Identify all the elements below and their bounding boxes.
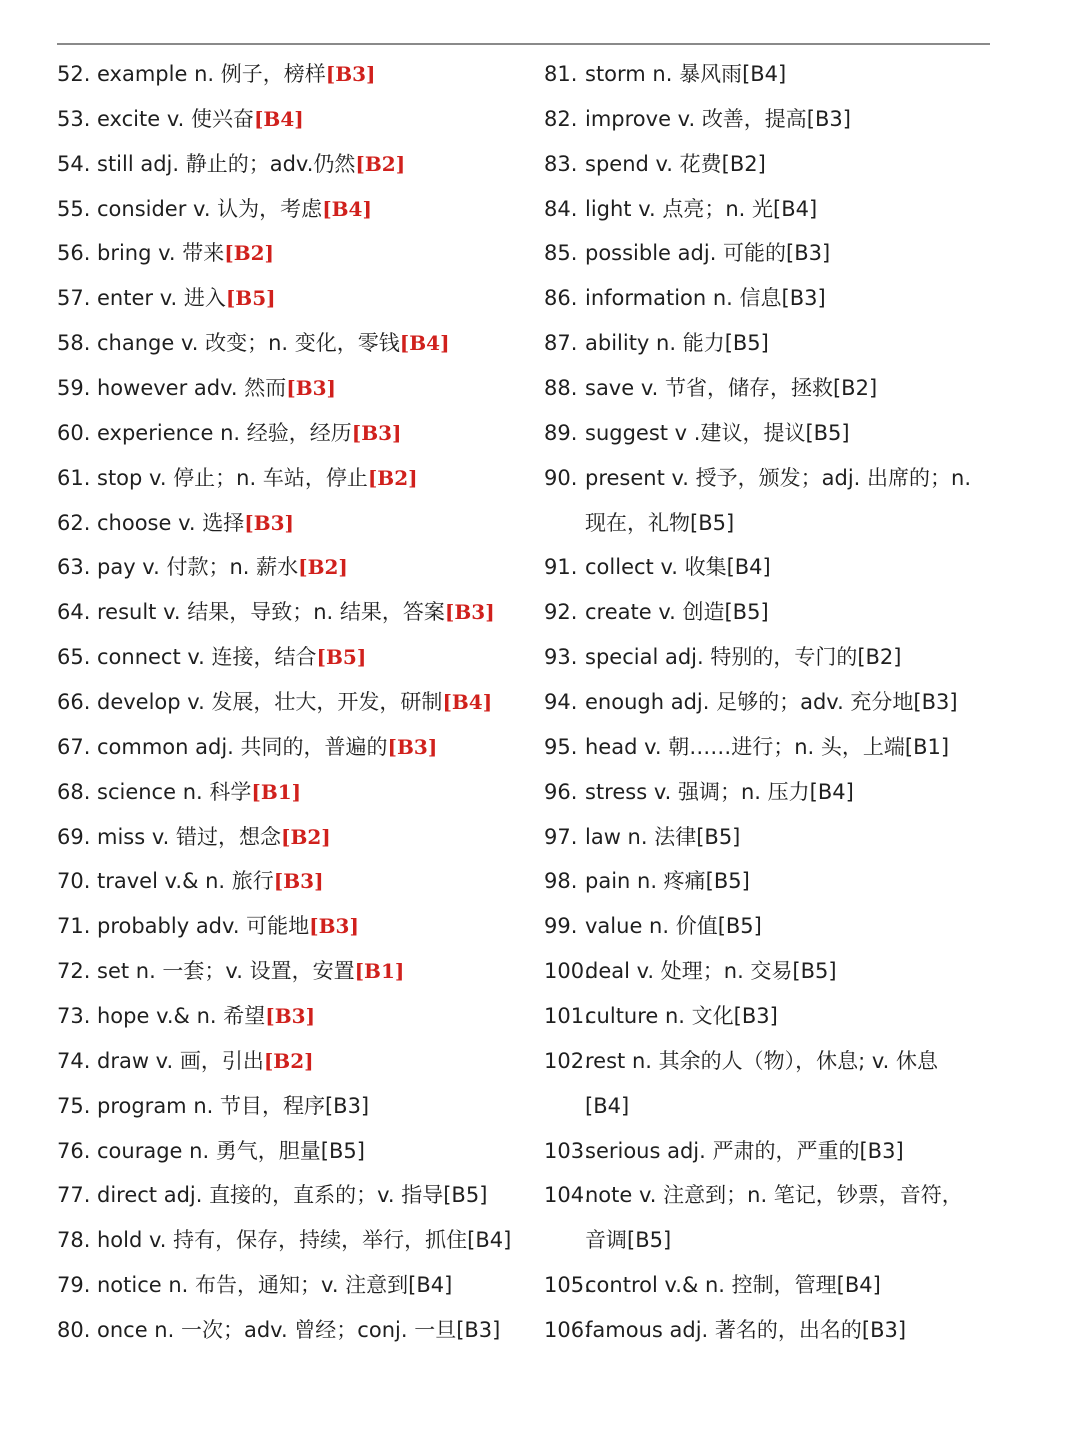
entry-number: 83. — [544, 151, 578, 176]
vocab-entry — [57, 187, 527, 232]
vocab-entry — [57, 97, 527, 142]
entry-definition: enough adj. 足够的；adv. 充分地[B3] — [585, 690, 958, 715]
vocab-entry — [544, 276, 1004, 321]
entry-number: 68. — [57, 779, 91, 804]
entry-number: 86. — [544, 286, 578, 311]
vocab-entry — [57, 321, 527, 366]
entry-number: 72. — [57, 959, 91, 984]
level-tag: [B3] — [273, 869, 324, 894]
entry-definition: program n. 节目，程序[B3] — [97, 1093, 370, 1118]
entry-continuation: [B4] — [585, 1093, 630, 1118]
entry-number: 77. — [57, 1183, 91, 1208]
vocab-entry — [544, 456, 1004, 546]
vocab-entry — [544, 231, 1004, 276]
vocab-entry — [544, 1039, 1004, 1129]
entry-definition: stress v. 强调；n. 压力[B4] — [585, 779, 854, 804]
level-tag: [B5] — [316, 645, 367, 670]
vocab-entry — [57, 1218, 527, 1263]
level-tag: [B2] — [281, 824, 331, 849]
vocab-entry — [544, 949, 1004, 994]
vocab-entry — [544, 904, 1004, 949]
entry-definition: still adj. 静止的；adv.仍然 — [97, 151, 356, 176]
entry-definition: famous adj. 著名的，出名的[B3] — [585, 1318, 907, 1343]
entry-number: 80. — [57, 1318, 91, 1343]
level-tag: [B5] — [225, 286, 276, 311]
entry-number: 63. — [57, 555, 91, 580]
vocab-entry — [544, 142, 1004, 187]
entry-number: 73. — [57, 1004, 91, 1029]
entry-definition: information n. 信息[B3] — [585, 286, 826, 311]
vocab-entry — [544, 590, 1004, 635]
entry-number: 101. — [544, 1004, 591, 1029]
vocab-entry — [57, 231, 527, 276]
entry-number: 93. — [544, 645, 578, 670]
vocab-entry — [57, 680, 527, 725]
entry-definition: hold v. 持有，保存，持续，举行，抓住[B4] — [97, 1228, 512, 1253]
vocab-entry — [57, 501, 527, 546]
vocab-entry — [57, 545, 527, 590]
entry-definition: courage n. 勇气，胆量[B5] — [97, 1138, 365, 1163]
vocab-entry — [544, 859, 1004, 904]
vocab-entry — [57, 1263, 527, 1308]
vocab-entry — [544, 680, 1004, 725]
entry-definition: light v. 点亮；n. 光[B4] — [585, 196, 818, 221]
vocab-entry — [57, 1129, 527, 1174]
entry-definition: change v. 改变；n. 变化，零钱 — [97, 331, 400, 356]
entry-number: 65. — [57, 645, 91, 670]
entry-number: 66. — [57, 690, 91, 715]
entry-number: 79. — [57, 1273, 91, 1298]
entry-definition: control v.& n. 控制，管理[B4] — [585, 1273, 881, 1298]
level-tag: [B3] — [444, 600, 495, 625]
level-tag: [B1] — [354, 959, 405, 984]
entry-number: 60. — [57, 420, 91, 445]
entry-definition: ability n. 能力[B5] — [585, 331, 769, 356]
level-tag: [B3] — [309, 914, 359, 939]
vocab-entry — [544, 1129, 1004, 1174]
entry-definition: improve v. 改善，提高[B3] — [585, 106, 851, 131]
entry-number: 106. — [544, 1318, 591, 1343]
vocab-entry — [544, 635, 1004, 680]
level-tag: [B3] — [351, 420, 402, 445]
entry-number: 81. — [544, 62, 578, 86]
entry-definition: value n. 价值[B5] — [585, 914, 762, 939]
entry-definition: result v. 结果，导致；n. 结果，答案 — [97, 600, 445, 625]
top-divider — [57, 43, 990, 45]
entry-number: 105. — [544, 1273, 591, 1298]
entry-definition: serious adj. 严肃的，严重的[B3] — [585, 1138, 904, 1163]
entry-number: 84. — [544, 196, 578, 221]
vocab-entry — [57, 635, 527, 680]
entry-number: 74. — [57, 1048, 91, 1073]
vocab-entry — [544, 97, 1004, 142]
entry-number: 53. — [57, 106, 91, 131]
vocab-entry — [57, 276, 527, 321]
entry-definition: travel v.& n. 旅行 — [97, 869, 274, 894]
entry-number: 94. — [544, 690, 578, 715]
entry-number: 58. — [57, 331, 91, 356]
entry-number: 85. — [544, 241, 578, 266]
level-tag: [B4] — [442, 690, 493, 715]
entry-definition: suggest v .建议，提议[B5] — [585, 420, 850, 445]
entry-number: 99. — [544, 914, 578, 939]
entry-definition: bring v. 带来 — [97, 241, 225, 266]
entry-number: 59. — [57, 376, 91, 401]
vocab-entry — [57, 411, 527, 456]
entry-definition: excite v. 使兴奋 — [97, 106, 254, 131]
entry-continuation: 音调[B5] — [585, 1228, 672, 1253]
entry-definition: pay v. 付款；n. 薪水 — [97, 555, 299, 580]
vocab-entry — [57, 1308, 527, 1353]
entry-number: 76. — [57, 1138, 91, 1163]
vocab-column-right — [544, 52, 1004, 1353]
entry-number: 103. — [544, 1138, 591, 1163]
entry-definition: probably adv. 可能地 — [97, 914, 310, 939]
level-tag: [B2] — [367, 465, 418, 490]
entry-definition: create v. 创造[B5] — [585, 600, 769, 625]
vocab-entry — [544, 411, 1004, 456]
entry-definition: set n. 一套；v. 设置，安置 — [97, 959, 355, 984]
vocab-entry — [57, 590, 527, 635]
entry-number: 96. — [544, 779, 578, 804]
entry-definition: storm n. 暴风雨[B4] — [585, 62, 787, 86]
entry-number: 70. — [57, 869, 91, 894]
entry-number: 61. — [57, 465, 91, 490]
entry-definition: deal v. 处理；n. 交易[B5] — [585, 959, 837, 984]
entry-number: 75. — [57, 1093, 91, 1118]
vocab-entry — [544, 52, 1004, 97]
entry-definition: stop v. 停止；n. 车站，停止 — [97, 465, 368, 490]
level-tag: [B4] — [399, 331, 450, 356]
entry-definition: connect v. 连接，结合 — [97, 645, 317, 670]
entry-definition: present v. 授予，颁发；adj. 出席的；n. — [585, 465, 972, 490]
entry-number: 90. — [544, 465, 578, 490]
entry-definition: common adj. 共同的，普遍的 — [97, 734, 388, 759]
entry-definition: note v. 注意到；n. 笔记，钞票，音符， — [585, 1183, 963, 1208]
vocab-entry — [57, 1084, 527, 1129]
entry-number: 104. — [544, 1183, 591, 1208]
vocab-entry — [57, 366, 527, 411]
entry-definition: miss v. 错过，想念 — [97, 824, 281, 849]
entry-number: 62. — [57, 510, 91, 535]
entry-number: 54. — [57, 151, 91, 176]
level-tag: [B2] — [355, 151, 406, 176]
vocab-entry — [57, 904, 527, 949]
level-tag: [B4] — [322, 196, 372, 221]
entry-definition: culture n. 文化[B3] — [585, 1004, 778, 1029]
vocab-entry — [544, 1308, 1004, 1353]
level-tag: [B3] — [286, 376, 337, 401]
vocab-entry — [57, 142, 527, 187]
entry-definition: notice n. 布告，通知；v. 注意到[B4] — [97, 1273, 453, 1298]
vocab-column-left — [57, 52, 527, 1353]
vocab-entry — [544, 366, 1004, 411]
level-tag: [B2] — [298, 555, 348, 580]
entry-number: 64. — [57, 600, 91, 625]
entry-number: 91. — [544, 555, 578, 580]
level-tag: [B3] — [244, 510, 294, 535]
vocab-entry — [544, 725, 1004, 770]
entry-definition: collect v. 收集[B4] — [585, 555, 771, 580]
entry-number: 71. — [57, 914, 91, 939]
entry-number: 88. — [544, 376, 578, 401]
vocab-entry — [57, 725, 527, 770]
entry-definition: example n. 例子，榜样 — [97, 62, 326, 86]
level-tag: [B2] — [263, 1048, 314, 1073]
level-tag: [B3] — [387, 734, 438, 759]
entry-number: 87. — [544, 331, 578, 356]
entry-number: 97. — [544, 824, 578, 849]
entry-number: 82. — [544, 106, 578, 131]
vocab-entry — [544, 545, 1004, 590]
entry-number: 52. — [57, 62, 91, 86]
vocab-entry — [544, 187, 1004, 232]
entry-definition: however adv. 然而 — [97, 376, 287, 401]
entry-number: 57. — [57, 286, 91, 311]
entry-definition: head v. 朝……进行；n. 头，上端[B1] — [585, 734, 950, 759]
entry-number: 67. — [57, 734, 91, 759]
vocab-entry — [544, 1173, 1004, 1263]
entry-definition: consider v. 认为，考虑 — [97, 196, 323, 221]
vocab-entry — [544, 1263, 1004, 1308]
vocab-entry — [57, 949, 527, 994]
entry-definition: once n. 一次；adv. 曾经；conj. 一旦[B3] — [97, 1318, 501, 1343]
vocab-entry — [544, 994, 1004, 1039]
level-tag: [B2] — [224, 241, 275, 266]
entry-definition: save v. 节省，储存，拯救[B2] — [585, 376, 878, 401]
vocab-entry — [57, 770, 527, 815]
vocab-entry — [57, 859, 527, 904]
entry-definition: draw v. 画，引出 — [97, 1048, 264, 1073]
entry-number: 95. — [544, 734, 578, 759]
entry-definition: special adj. 特别的，专门的[B2] — [585, 645, 902, 670]
entry-number: 69. — [57, 824, 91, 849]
entry-number: 56. — [57, 241, 91, 266]
entry-definition: science n. 科学 — [97, 779, 252, 804]
entry-definition: possible adj. 可能的[B3] — [585, 241, 831, 266]
entry-definition: law n. 法律[B5] — [585, 824, 741, 849]
entry-definition: enter v. 进入 — [97, 286, 226, 311]
entry-number: 102. — [544, 1048, 591, 1073]
entry-number: 89. — [544, 420, 578, 445]
entry-definition: spend v. 花费[B2] — [585, 151, 766, 176]
level-tag: [B1] — [251, 779, 302, 804]
vocab-entry — [57, 52, 527, 97]
entry-number: 92. — [544, 600, 578, 625]
vocab-entry — [57, 815, 527, 860]
level-tag: [B4] — [253, 106, 304, 131]
entry-continuation: 现在，礼物[B5] — [585, 510, 735, 535]
entry-definition: experience n. 经验，经历 — [97, 420, 352, 445]
entry-number: 78. — [57, 1228, 91, 1253]
entry-definition: hope v.& n. 希望 — [97, 1004, 266, 1029]
entry-definition: direct adj. 直接的，直系的；v. 指导[B5] — [97, 1183, 488, 1208]
vocab-entry — [544, 815, 1004, 860]
entry-definition: rest n. 其余的人（物），休息; v. 休息 — [585, 1048, 938, 1073]
vocab-entry — [544, 770, 1004, 815]
vocab-entry — [544, 321, 1004, 366]
entry-number: 100. — [544, 959, 591, 984]
level-tag: [B3] — [265, 1004, 316, 1029]
entry-definition: choose v. 选择 — [97, 510, 245, 535]
entry-definition: develop v. 发展，壮大，开发，研制 — [97, 690, 443, 715]
entry-number: 98. — [544, 869, 578, 894]
vocab-entry — [57, 994, 527, 1039]
entry-definition: pain n. 疼痛[B5] — [585, 869, 750, 894]
entry-number: 55. — [57, 196, 91, 221]
level-tag: [B3] — [325, 62, 376, 86]
vocab-entry — [57, 456, 527, 501]
vocab-entry — [57, 1173, 527, 1218]
vocab-entry — [57, 1039, 527, 1084]
